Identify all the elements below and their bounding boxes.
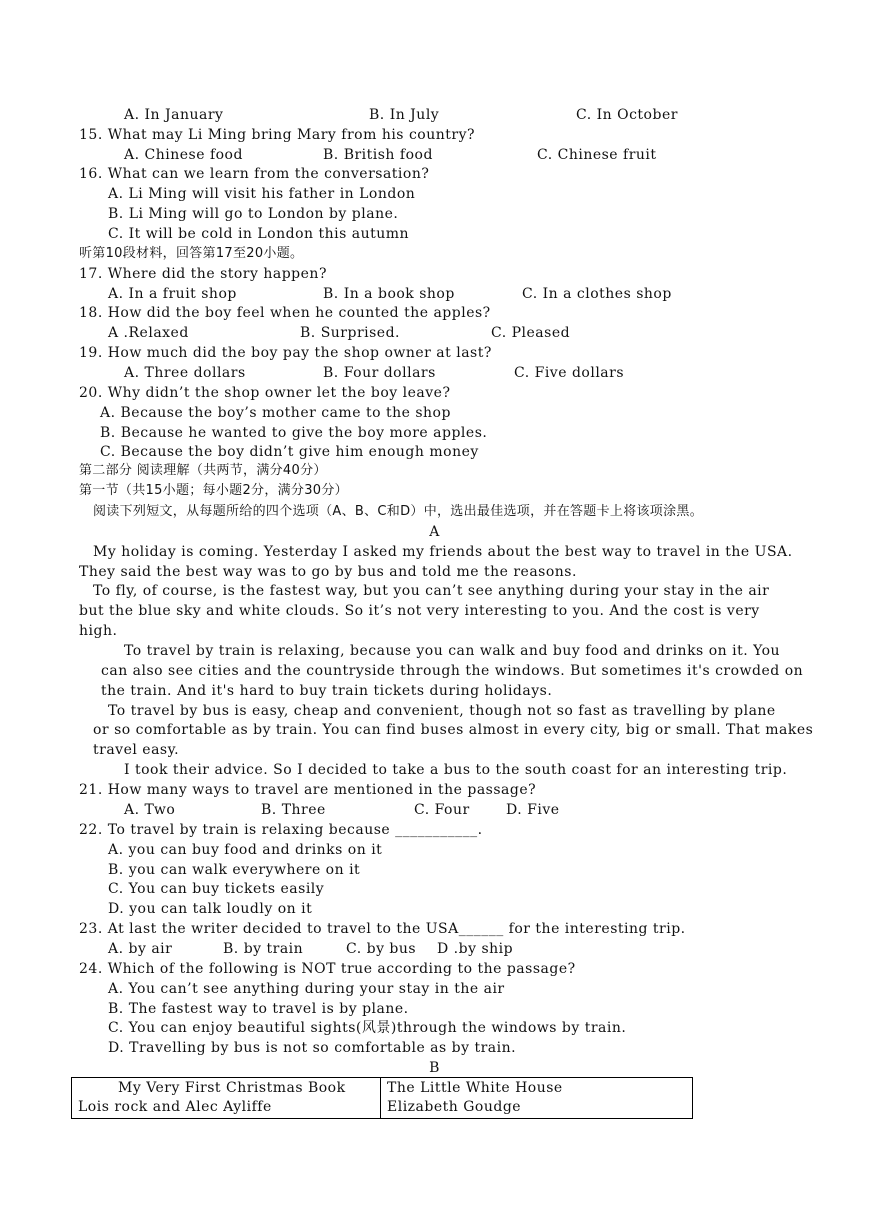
passage-a-line: My holiday is coming. Yesterday I asked my friends about the best way to travel in the USA. (93, 544, 793, 560)
passage-a-line: To fly, of course, is the fastest way, but you can’t see anything during your stay in the air (93, 583, 770, 599)
part2-instruction: 阅读下列短文，从每题所给的四个选项（A、B、C和D）中，选出最佳选项，并在答题卡上将该项涂黑。 (93, 504, 703, 519)
q17-option-c: C. In a clothes shop (522, 286, 672, 302)
q23-option-d: D .by ship (437, 941, 514, 957)
q15-option-c: C. Chinese fruit (537, 147, 657, 163)
q18-option-c: C. Pleased (491, 325, 571, 341)
q19-option-a: A. Three dollars (124, 365, 246, 381)
q17-option-a: A. In a fruit shop (108, 286, 237, 302)
book-title: The Little White House (387, 1080, 563, 1096)
q18-option-b: B. Surprised. (300, 325, 401, 341)
book-author: Elizabeth Goudge (387, 1099, 522, 1115)
q22-option-c: C. You can buy tickets easily (108, 881, 325, 897)
q20-stem: 20. Why didn’t the shop owner let the boy leave? (79, 385, 451, 401)
q19-stem: 19. How much did the boy pay the shop owner at last? (79, 345, 492, 361)
q14-option-b: B. In July (369, 107, 440, 123)
q24-option-d: D. Travelling by bus is not so comfortable as by train. (108, 1040, 517, 1056)
passage-a-line: travel easy. (93, 742, 180, 758)
q19-option-c: C. Five dollars (514, 365, 625, 381)
passage-a-line: can also see cities and the countryside through the windows. But sometimes it's crowded on (101, 663, 804, 679)
q24-option-b: B. The fastest way to travel is by plane. (108, 1001, 409, 1017)
q18-stem: 18. How did the boy feel when he counted the apples? (79, 305, 491, 321)
q18-option-a: A .Relaxed (108, 325, 189, 341)
passage-a-line: or so comfortable as by train. You can find buses almost in every city, big or small. That makes (93, 722, 814, 738)
q15-option-b: B. British food (323, 147, 433, 163)
q24-option-c: C. You can enjoy beautiful sights(风景)through the windows by train. (108, 1020, 627, 1036)
q17-stem: 17. Where did the story happen? (79, 266, 327, 282)
q22-option-b: B. you can walk everywhere on it (108, 862, 361, 878)
passage-a-line: I took their advice. So I decided to take a bus to the south coast for an interesting trip. (124, 762, 788, 778)
book-table (71, 1077, 693, 1119)
q16-option-b: B. Li Ming will go to London by plane. (108, 206, 399, 222)
q21-option-d: D. Five (506, 802, 560, 818)
q21-stem: 21. How many ways to travel are mentioned in the passage? (79, 782, 537, 798)
q22-option-d: D. you can talk loudly on it (108, 901, 313, 917)
q22-stem: 22. To travel by train is relaxing because ___________. (79, 822, 483, 838)
passage-a-line: but the blue sky and white clouds. So it’s not very interesting to you. And the cost is very (79, 603, 760, 619)
q23-option-b: B. by train (223, 941, 304, 957)
q14-option-a: A. In January (124, 107, 224, 123)
q19-option-b: B. Four dollars (323, 365, 436, 381)
q22-option-a: A. you can buy food and drinks on it (108, 842, 383, 858)
q15-stem: 15. What may Li Ming bring Mary from his country? (79, 127, 475, 143)
passage-a-line: high. (79, 623, 118, 639)
q21-option-b: B. Three (261, 802, 326, 818)
q16-stem: 16. What can we learn from the conversation? (79, 166, 430, 182)
q23-stem: 23. At last the writer decided to travel to the USA______ for the interesting trip. (79, 921, 686, 937)
passage-b-label: B (429, 1060, 440, 1076)
q24-stem: 24. Which of the following is NOT true according to the passage? (79, 961, 576, 977)
q21-option-c: C. Four (414, 802, 470, 818)
q16-option-c: C. It will be cold in London this autumn (108, 226, 410, 242)
q23-option-a: A. by air (108, 941, 173, 957)
book-author: Lois rock and Alec Ayliffe (78, 1099, 272, 1115)
book-table-row (72, 1078, 693, 1119)
q20-option-b: B. Because he wanted to give the boy more apples. (100, 425, 488, 441)
q15-option-a: A. Chinese food (124, 147, 243, 163)
q16-option-a: A. Li Ming will visit his father in London (108, 186, 416, 202)
q14-option-c: C. In October (576, 107, 678, 123)
book-title: My Very First Christmas Book (118, 1080, 346, 1096)
passage-a-line: To travel by bus is easy, cheap and convenient, though not so fast as travelling by plane (108, 703, 776, 719)
book-cell (381, 1078, 693, 1119)
passage-a-line: They said the best way was to go by bus and told me the reasons. (79, 564, 577, 580)
book-cell (72, 1078, 381, 1119)
passage-a-label: A (429, 524, 440, 540)
q20-option-c: C. Because the boy didn’t give him enough money (100, 444, 479, 460)
part2-section1: 第一节（共15小题；每小题2分，满分30分） (79, 483, 348, 498)
section10-instruction: 听第10段材料，回答第17至20小题。 (79, 246, 304, 261)
q21-option-a: A. Two (124, 802, 176, 818)
q17-option-b: B. In a book shop (323, 286, 455, 302)
q20-option-a: A. Because the boy’s mother came to the shop (100, 405, 451, 421)
passage-a-line: the train. And it's hard to buy train tickets during holidays. (101, 683, 553, 699)
q24-option-a: A. You can’t see anything during your stay in the air (108, 981, 505, 997)
part2-title: 第二部分 阅读理解（共两节，满分40分） (79, 463, 327, 478)
q23-option-c: C. by bus (346, 941, 417, 957)
passage-a-line: To travel by train is relaxing, because you can walk and buy food and drinks on it. You (124, 643, 781, 659)
